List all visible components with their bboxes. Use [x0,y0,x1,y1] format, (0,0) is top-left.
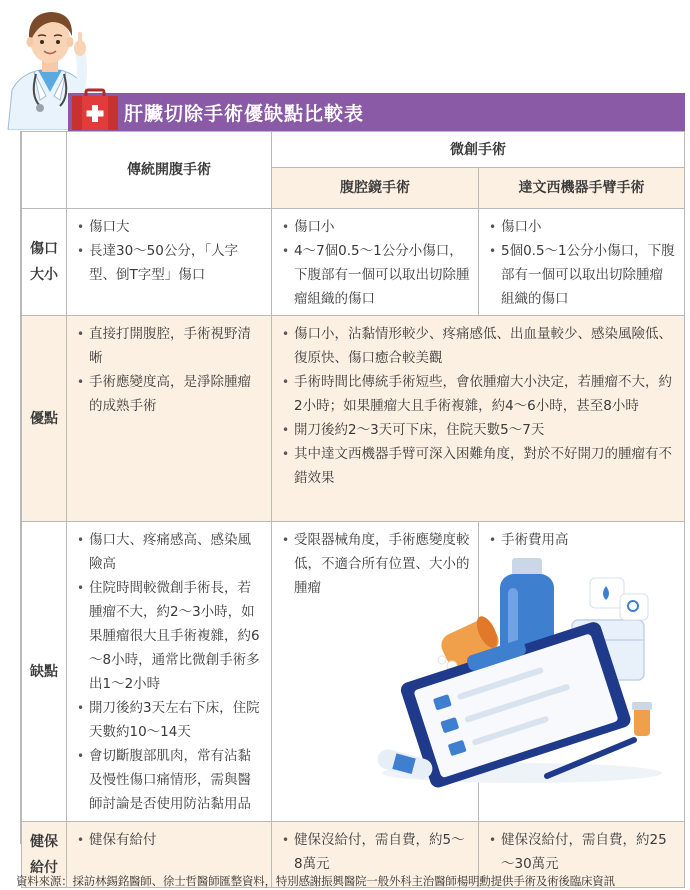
source-footnote: 資料來源：採訪林錫銘醫師、徐士哲醫師匯整資料，特別感謝振興醫院一般外科主治醫師楊明勳提供手術及術後臨床資訊 [16,874,615,888]
wound-davinci-cell [479,209,685,316]
header-davinci: 達文西機器手臂手術 [479,168,685,209]
list-item: • 傷口大、疼痛感高、感染風險高 [75,528,263,576]
list-item: • 會切斷腹部肌肉，常有沾黏及慢性傷口痛情形，需與醫師討論是否使用防沾黏用品 [75,744,263,816]
list-item: • 傷口大 [75,215,263,239]
list-item: • 其中達文西機器手臂可深入困難角度，對於不好開刀的腫瘤有不錯效果 [280,442,676,490]
list-item: • 手術時間比傳統手術短些，會依腫瘤大小決定，若腫瘤不大，約2小時；如果腫瘤大且手術複雜，約4～6小時，甚至8小時 [280,370,676,418]
list-item: • 傷口小 [280,215,470,239]
advantages-traditional-cell [67,316,272,522]
medical-supplies-illustration [372,548,672,788]
corner-cell [22,132,67,209]
list-item: • 受限器械角度，手術應變度較低，不適合所有位置、大小的腫瘤 [280,528,470,600]
list-item: • 長達30～50公分，「人字型、倒T字型」傷口 [75,239,263,287]
row-label-insurance-line1: 健保 [30,833,58,850]
list-item: • 4～7個0.5～1公分小傷口，下腹部有一個可以取出切除腫瘤組織的傷口 [280,239,470,311]
list-item: • 手術應變度高，是淨除腫瘤的成熟手術 [75,370,263,418]
row-label-disadvantages: 缺點 [22,522,67,822]
row-label-wound [22,209,67,316]
list-item: • 健保沒給付，需自費，約25～30萬元 [487,828,676,876]
list-item: • 健保有給付 [75,828,263,852]
row-label-advantages: 優點 [22,316,67,522]
list-item: • 傷口小 [487,215,676,239]
list-item: • 直接打開腹腔，手術視野清晰 [75,322,263,370]
disadvantages-traditional-cell [67,522,272,822]
medical-kit-icon [70,88,120,132]
page-title: 肝臟切除手術優缺點比較表 [124,102,365,125]
list-item: • 5個0.5～1公分小傷口，下腹部有一個可以取出切除腫瘤組織的傷口 [487,239,676,311]
row-label-wound-line2: 大小 [30,267,58,283]
wound-traditional-cell [67,209,272,316]
row-label-insurance-line2: 給付 [30,859,58,876]
header-traditional: 傳統開腹手術 [67,132,272,209]
header-bar [68,93,685,131]
list-item: • 健保沒給付，需自費，約5～8萬元 [280,828,470,876]
list-item: • 開刀後約2～3天可下床，住院天數5～7天 [280,418,676,442]
advantages-minimal-cell [272,316,685,522]
list-item: • 住院時間較微創手術長，若腫瘤不大，約2～3小時，如果腫瘤很大且手術複雜，約6～8小時，通常比微創手術多出1～2小時 [75,576,263,696]
row-label-wound-line1: 傷口 [30,241,58,257]
wound-laparoscopic-cell [272,209,479,316]
list-item: • 傷口小，沾黏情形較少、疼痛感低、出血量較少、感染風險低、復原快、傷口癒合較美觀 [280,322,676,370]
list-item: • 手術費用高 [487,528,676,552]
header-minimal-group: 微創手術 [272,132,685,168]
header-laparoscopic: 腹腔鏡手術 [272,168,479,209]
list-item: • 開刀後約3天左右下床，住院天數約10～14天 [75,696,263,744]
